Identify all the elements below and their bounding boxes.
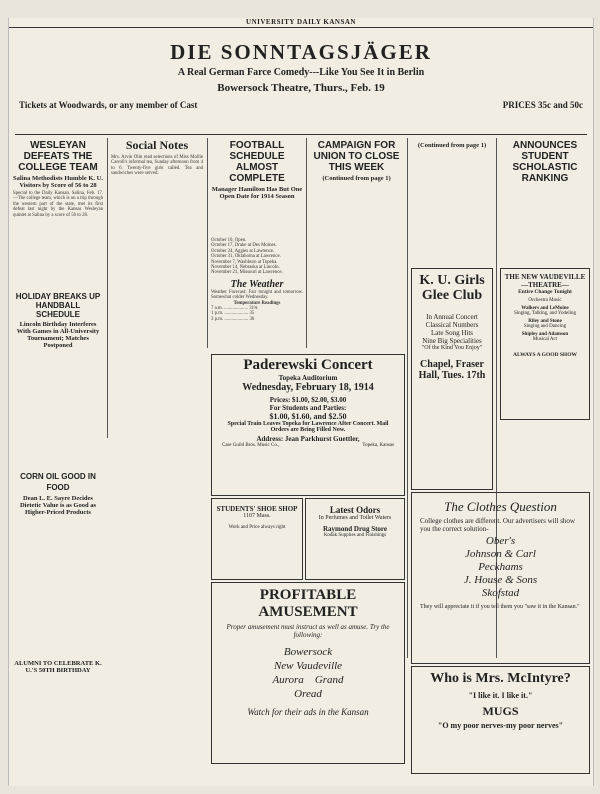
article-body-continued [13, 518, 103, 658]
ad-line: Nine Big Specialities [422, 337, 482, 345]
store-item: Skofstad [481, 587, 520, 599]
article-body: Mrs. Arvin Olin read selections of Miss Mollie Carroll's informal tea, Sunday afternoon from 4 to 6. Twenty-five girls called. Tea and sandwiches were served. [111, 155, 203, 177]
temp-item: 1 p.m. .................... 35 [211, 311, 255, 317]
ad-place: Chapel, Fraser Hall, Tues. 17th [418, 359, 486, 381]
weather-text: Weather Forecast: Fair tonight and tomorrow. Somewhat colder Wednesday. [211, 289, 303, 301]
schedule-item: October 24, Aggies at Lawrence. [211, 248, 275, 254]
act-item: Orchestra Music [528, 298, 562, 303]
newspaper-page [8, 18, 594, 786]
headline: CAMPAIGN FOR UNION TO CLOSE THIS WEEK [313, 140, 400, 173]
schedule-item: November 14, Nebraska at Lincoln. [211, 265, 280, 271]
schedule-item: October 31, Oklahoma at Lawrence. [211, 254, 281, 260]
ad-title: DIE SONNTAGSJÄGER [170, 40, 432, 64]
headline: FOOTBALL SCHEDULE ALMOST COMPLETE [229, 140, 285, 184]
ad-line: In Annual Concert [426, 313, 478, 321]
column-1 [13, 140, 103, 778]
ad-theatre: Bowersock Theatre, Thurs., Feb. 19 [217, 82, 385, 94]
ad-subtitle: A Real German Farce Comedy---Like You See It in Berlin [177, 67, 425, 78]
subhead: (Continued from page 1) [322, 175, 391, 182]
ad-credit [212, 443, 404, 448]
ad-title: THE NEW VAUDEVILLE [504, 273, 586, 281]
amusement-item: Grand [314, 674, 344, 686]
divider [15, 134, 587, 135]
ad-address: Address: Jean Parkhurst Guettler, [256, 435, 360, 443]
ad-place: Topeka Auditorium [278, 374, 338, 382]
raymond-ad [305, 498, 405, 580]
amusement-item: Bowersock [283, 646, 333, 658]
schedule-item: October 10, Open. [211, 238, 247, 243]
weather-title: The Weather [230, 278, 284, 290]
ad-title: K. U. Girls Glee Club [419, 273, 485, 303]
ad-ticket-line [19, 100, 583, 110]
article-body-continued [13, 351, 103, 471]
ad-credit-left: Care Guild Bros. Music Co., [222, 443, 280, 448]
column-rule [207, 138, 208, 348]
ad-address: 1107 Mass. [243, 513, 271, 519]
ad-train: Special Train Leaves Topeka for Lawrence After Concert. Mail Orders are Being Filled Now. [227, 421, 389, 433]
act-item: Shipley and Adamson [521, 332, 569, 337]
act-item: Singing, Talking, and Yodeling [513, 311, 577, 316]
ad-line: "Of the Kind You Enjoy" [421, 345, 483, 351]
headline: WESLEYAN DEFEATS THE COLLEGE TEAM [18, 140, 98, 173]
column-5 [411, 140, 493, 260]
act-item: Walkers and LeMoine [521, 306, 569, 311]
article-body-continued [211, 202, 303, 238]
ad-date: Wednesday, February 18, 1914 [242, 382, 374, 393]
stores-list [412, 535, 589, 600]
ad-tagline: "O my poor nerves-my poor nerves" [437, 721, 564, 730]
schedule-item: November 7, Washburn at Topeka. [211, 259, 278, 265]
column-rule [107, 138, 108, 438]
article-body: Special to the Daily Kansan. Salina, Feb. 17.—The college team, which is on a trip through the western part of the state, met its first defeat last night by the Kansas Wesleyan quintet at Salina by a score of 56 to 28. [13, 191, 103, 218]
schedule-item: November 21, Missouri at Lawrence. [211, 270, 283, 276]
ad-prices: PRICES 35c and 50c [502, 100, 583, 110]
ad-tickets: Tickets at Woodwards, or any member of Cast [19, 100, 198, 110]
subhead: Salina Methodists Humble K. U. Visitors by Score of 56 to 28 [13, 175, 103, 189]
ad-line: In Perfumes and Toilet Waters [318, 515, 392, 521]
store-item: Peckhams [478, 561, 523, 573]
ad-student-prices: $1.00, $1.60, and $2.50 [269, 412, 347, 421]
amusement-row [212, 673, 404, 687]
ad-title: Latest Odors [329, 505, 381, 515]
ad-student-label: For Students and Parties: [269, 404, 347, 412]
subhead: Lincoln Birthday Interferes With Games in All-University Tournament; Matches Postponed [16, 321, 100, 350]
masthead: UNIVERSITY DAILY KANSAN [9, 18, 593, 28]
column-3 [211, 140, 303, 350]
act-item: Singing and Dancing [523, 324, 567, 329]
schedule-list [211, 238, 303, 276]
headline: Social Notes [125, 140, 189, 152]
schedule-item: October 17, Drake at Des Moines. [211, 243, 277, 249]
clothes-ad [411, 492, 590, 664]
vaudeville-ad [500, 268, 590, 420]
ad-credit-right: Topeka, Kansas [362, 443, 394, 448]
act-item: Riley and Stone [528, 319, 562, 324]
ad-note: Work and Price always right [228, 525, 286, 530]
ad-subtitle: —THEATRE— [521, 281, 569, 289]
amusement-item: Aurora [272, 674, 304, 686]
temps-title: Temperature Readings [233, 300, 281, 306]
column-4 [310, 140, 403, 350]
act-item: Musical Act [532, 337, 558, 342]
amusement-list [212, 645, 404, 701]
ad-title: Who is Mrs. McIntyre? [430, 671, 571, 686]
temp-item: 3 p.m. .................... 36 [211, 316, 255, 322]
column-rule [407, 138, 408, 658]
ad-name: Raymond Drug Store [322, 525, 388, 533]
subhead: Manager Hamilton Has But One Open Date for 1914 Season [211, 186, 303, 200]
headline: ANNOUNCES STUDENT SCHOLASTIC RANKING [512, 140, 578, 184]
store-item: Ober's [485, 535, 516, 547]
ad-note: Kodak Supplies and Finishings [323, 533, 387, 538]
ad-name: MUGS [482, 704, 519, 718]
ad-line: Classical Numbers [425, 321, 479, 329]
ad-quote: "I like it. I like it." [468, 691, 533, 700]
subhead: ALUMNI TO CELEBRATE K. U.'S 50TH BIRTHDAY [14, 660, 102, 675]
column-6 [500, 140, 590, 260]
temps-list [211, 306, 303, 322]
subhead: Dean L. E. Sayre Decides Dietetic Value is as Good as Higher-Priced Products [19, 495, 97, 517]
store-item: Johnson & Carl [465, 548, 536, 560]
ad-intro: Proper amusement must instruct as well as amuse. Try the following: [226, 623, 390, 639]
temp-item: 7 a.m. .................... 31¾ [211, 306, 258, 312]
shoe-shop-ad [211, 498, 303, 580]
ad-tagline: Entire Change Tonight [518, 289, 572, 295]
ad-intro: College clothes are different. Our advertisers will show you the correct solution- [420, 517, 575, 533]
article-body-continued [13, 218, 103, 288]
column-2 [111, 140, 203, 440]
amusement-item: Oread [294, 688, 322, 700]
ad-title: PROFITABLE AMUSEMENT [258, 587, 358, 620]
amusement-item: New Vaudeville [273, 660, 343, 672]
mcintyre-ad [411, 666, 590, 774]
store-item: J. House & Sons [463, 574, 538, 586]
column-rule [306, 138, 307, 348]
glee-club-ad [411, 268, 493, 490]
ad-footer: Watch for their ads in the Kansan [247, 707, 369, 717]
ad-title: STUDENTS' SHOE SHOP [216, 505, 298, 513]
ad-footer: ALWAYS A GOOD SHOW [513, 352, 577, 358]
ad-prices: Prices: $1.00, $2.00, $3.00 [269, 396, 347, 404]
profitable-amusement-ad [211, 582, 405, 764]
ad-footer: They will appreciate it if you tell them you "saw it in the Kansan." [420, 604, 580, 610]
ad-title: Paderewski Concert [243, 357, 373, 373]
headline: HOLIDAY BREAKS UP HANDBALL SCHEDULE [15, 292, 101, 320]
ad-line: Late Song Hits [431, 329, 473, 337]
ad-title: The Clothes Question [444, 499, 557, 514]
subhead: (Continued from page 1) [417, 142, 487, 149]
paderewski-ad [211, 354, 405, 496]
headline: CORN OIL GOOD IN FOOD [20, 472, 96, 493]
